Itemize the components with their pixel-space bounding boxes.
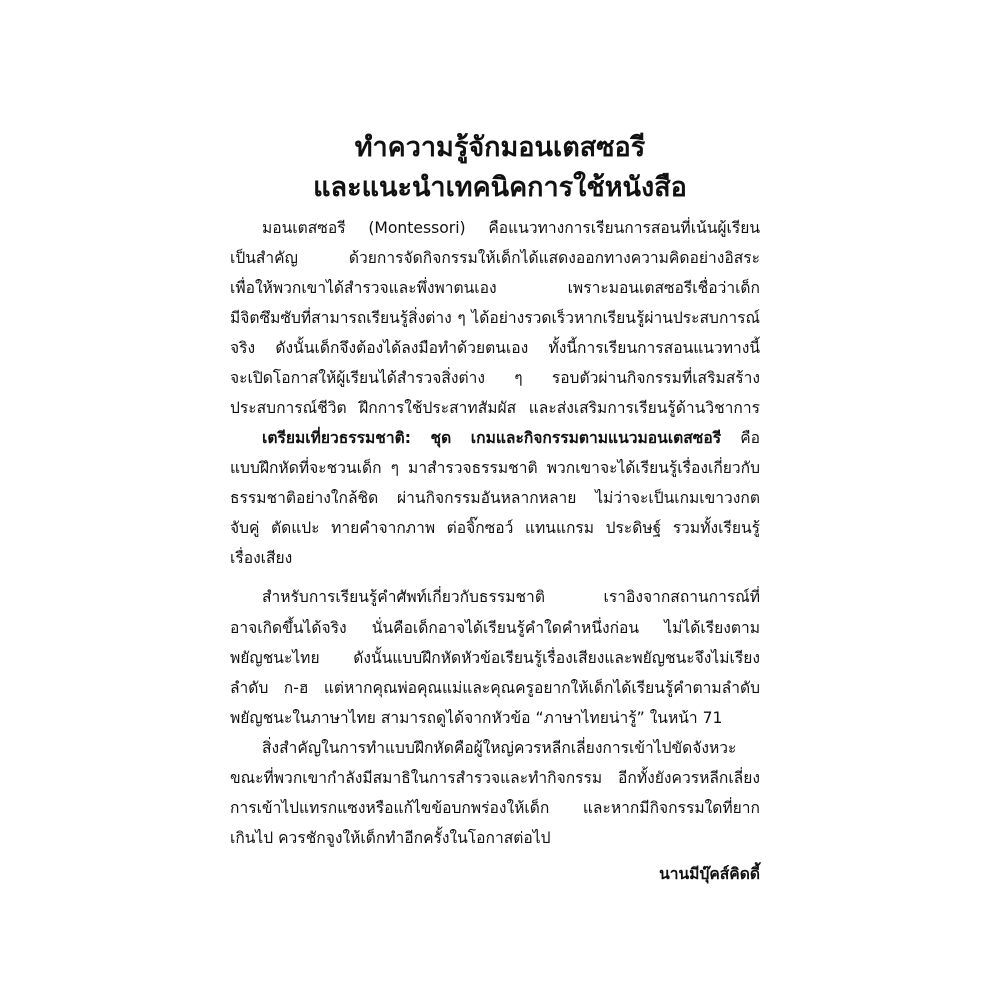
paragraph-1-line-5: จริง ดังนั้นเด็กจึงต้องได้ลงมือทำด้วยตนเอง ทั้งนี้การเรียนการสอนแนวทางนี้ bbox=[230, 339, 760, 357]
paragraph-4-line-4: เกินไป ควรชักจูงให้เด็กทำอีกครั้งในโอกาสต่อไป bbox=[230, 829, 551, 847]
paragraph-3-line-5: พยัญชนะในภาษาไทย สามารถดูได้จากหัวข้อ “ภาษาไทยน่ารู้” ในหน้า 71 bbox=[230, 709, 723, 727]
paragraph-1-line-4: มีจิตซึมซับที่สามารถเรียนรู้สิ่งต่าง ๆ ได้อย่างรวดเร็วหากเรียนรู้ผ่านประสบการณ์ bbox=[230, 309, 760, 327]
paragraph-1-line-6: จะเปิดโอกาสให้ผู้เรียนได้สำรวจสิ่งต่าง ๆ รอบตัวผ่านกิจกรรมที่เสริมสร้าง bbox=[230, 369, 760, 387]
paragraph-2-line-5: เรื่องเสียง bbox=[230, 549, 293, 567]
paragraph-1-line-7: ประสบการณ์ชีวิต ฝึกการใช้ประสาทสัมผัส และส่งเสริมการเรียนรู้ด้านวิชาการ bbox=[230, 399, 760, 417]
paragraph-2-first-tail: คือ bbox=[721, 429, 760, 447]
paragraph-2-line-1 bbox=[262, 423, 760, 453]
paragraph-4-line-3: การเข้าไปแทรกแซงหรือแก้ไขข้อบกพร่องให้เด็ก และหากมีกิจกรรมใดที่ยาก bbox=[230, 799, 760, 817]
paragraph-1-line-3: เพื่อให้พวกเขาได้สำรวจและพึ่งพาตนเอง เพราะมอนเตสซอรีเชื่อว่าเด็ก bbox=[230, 279, 760, 297]
publisher-signature: นานมีบุ๊คส์คิดดี้ bbox=[659, 865, 760, 883]
paragraph-3-line-1: สำหรับการเรียนรู้คำศัพท์เกี่ยวกับธรรมชาติ เราอิงจากสถานการณ์ที่ bbox=[262, 588, 760, 606]
paragraph-1-line-2: เป็นสำคัญ ด้วยการจัดกิจกรรมให้เด็กได้แสดงออกทางความคิดอย่างอิสระ bbox=[230, 249, 760, 267]
page-title-line-1: ทำความรู้จักมอนเตสซอรี bbox=[354, 132, 646, 163]
paragraph-2-line-2: แบบฝึกหัดที่จะชวนเด็ก ๆ มาสำรวจธรรมชาติ พวกเขาจะได้เรียนรู้เรื่องเกี่ยวกับ bbox=[230, 459, 760, 477]
paragraph-4-line-1: สิ่งสำคัญในการทำแบบฝึกหัดคือผู้ใหญ่ควรหลีกเลี่ยงการเข้าไปขัดจังหวะ bbox=[262, 739, 737, 757]
paragraph-3-line-3: พยัญชนะไทย ดังนั้นแบบฝึกหัดหัวข้อเรียนรู้เรื่องเสียงและพยัญชนะจึงไม่เรียง bbox=[230, 649, 760, 667]
paragraph-2-bold-lead: เตรียมเที่ยวธรรมชาติ: ชุด เกมและกิจกรรมตามแนวมอนเตสซอรี bbox=[262, 429, 722, 447]
paragraph-2-line-3: ธรรมชาติอย่างใกล้ชิด ผ่านกิจกรรมอันหลากหลาย ไม่ว่าจะเป็นเกมเขาวงกต bbox=[230, 489, 760, 507]
paragraph-2-line-4: จับคู่ ตัดแปะ ทายคำจากภาพ ต่อจิ๊กซอว์ แทนแกรม ประดิษฐ์ รวมทั้งเรียนรู้ bbox=[230, 519, 760, 537]
paragraph-1-line-1: มอนเตสซอรี (Montessori) คือแนวทางการเรียนการสอนที่เน้นผู้เรียน bbox=[262, 219, 760, 237]
paragraph-3-line-2: อาจเกิดขึ้นได้จริง นั่นคือเด็กอาจได้เรียนรู้คำใดคำหนึ่งก่อน ไม่ได้เรียงตาม bbox=[230, 619, 760, 637]
page-title-line-2: และแนะนำเทคนิคการใช้หนังสือ bbox=[313, 172, 687, 203]
paragraph-4-line-2: ขณะที่พวกเขากำลังมีสมาธิในการสำรวจและทำกิจกรรม อีกทั้งยังควรหลีกเลี่ยง bbox=[230, 769, 760, 787]
paragraph-3-line-4: ลำดับ ก-ฮ แต่หากคุณพ่อคุณแม่และคุณครูอยากให้เด็กได้เรียนรู้คำตามลำดับ bbox=[230, 679, 760, 697]
